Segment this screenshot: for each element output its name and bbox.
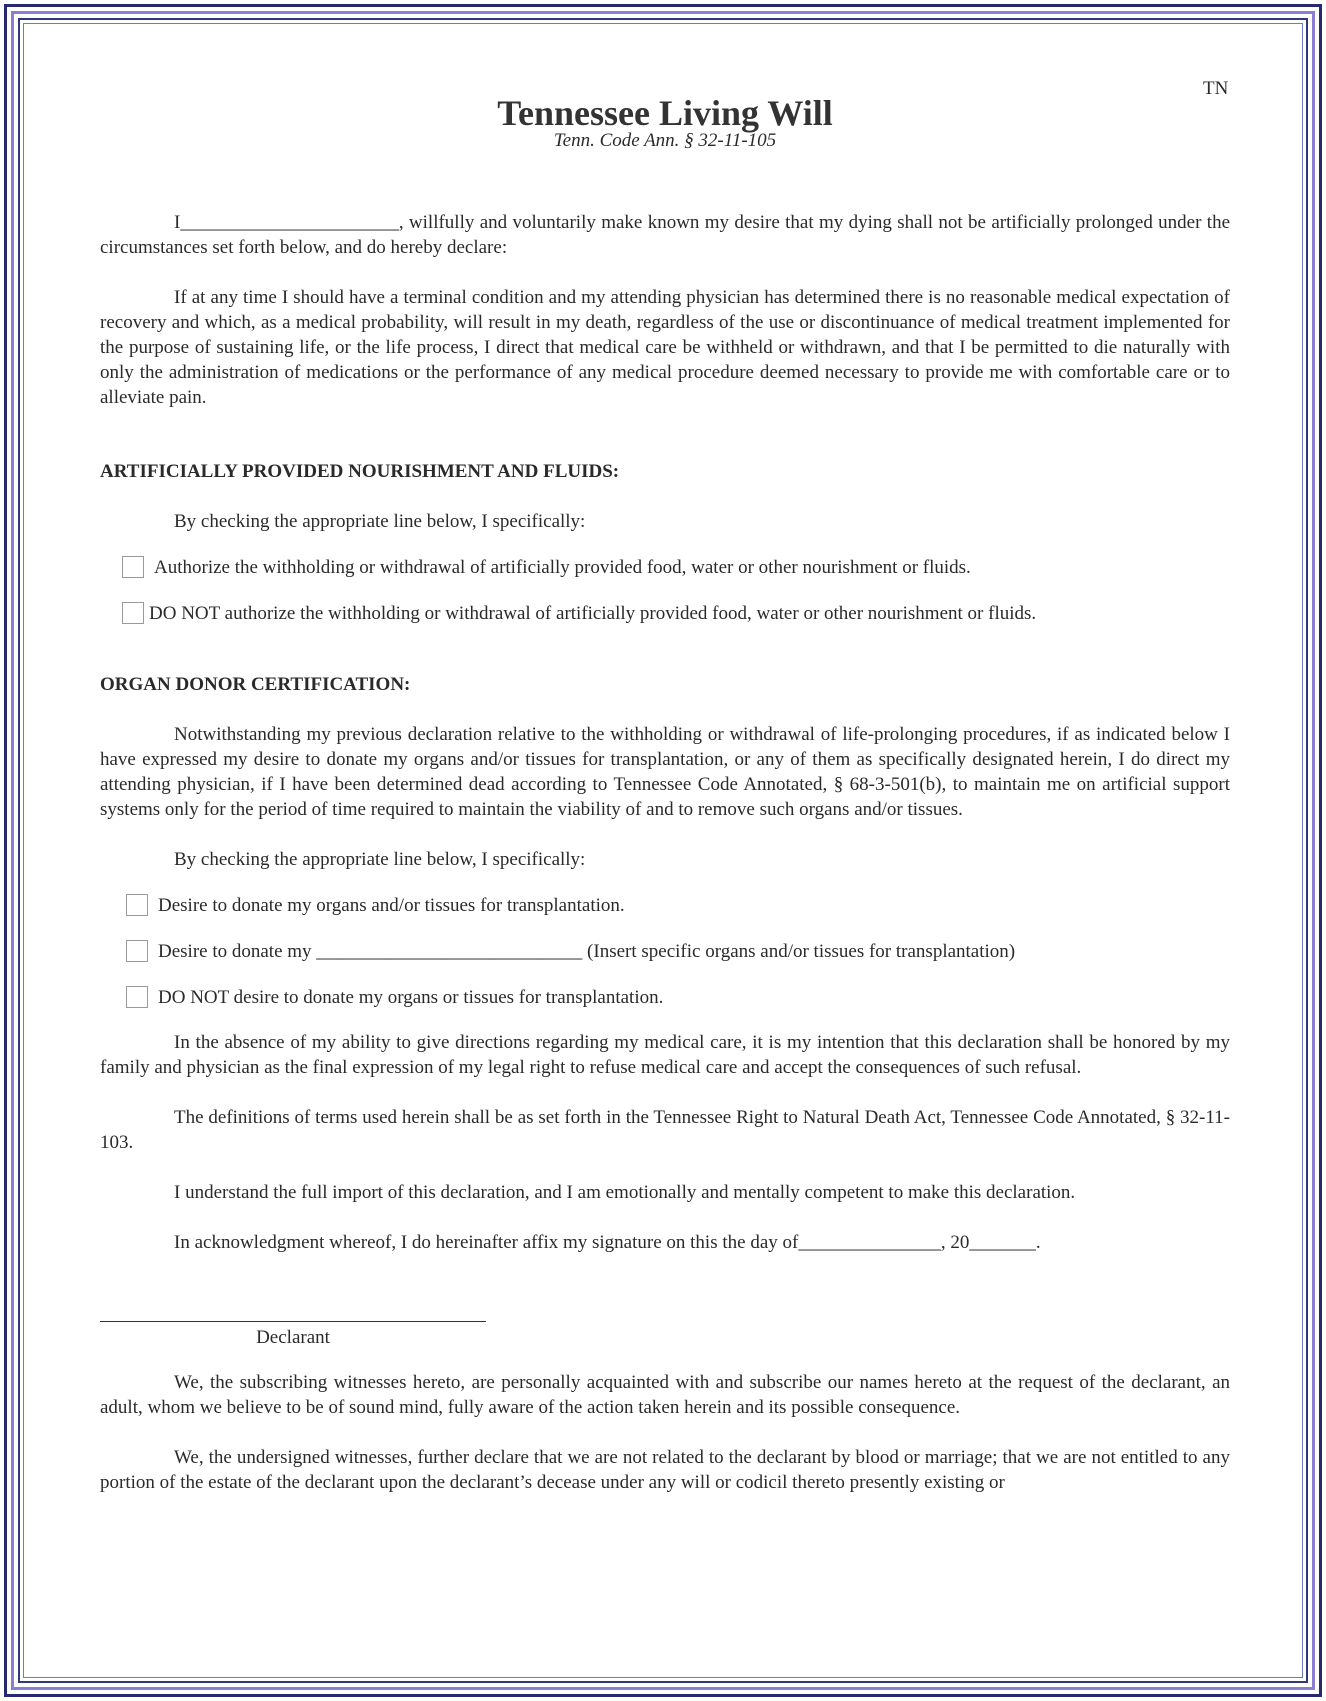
option-label: Desire to donate my organs and/or tissues for transplantation. (158, 894, 625, 916)
document-title: Tennessee Living Will (497, 93, 833, 133)
checkbox-donate-specific[interactable] (126, 940, 148, 962)
option-label: Desire to donate my ____________________________ (Insert specific organs and/or tissues for transplantation) (158, 940, 1016, 962)
checkbox-donate-all[interactable] (126, 894, 148, 916)
organ-option-donate-specific[interactable] (100, 937, 1230, 965)
nourishment-option-not-authorize[interactable] (100, 599, 1230, 627)
understanding-paragraph: I understand the full import of this declaration, and I am emotionally and mentally competent to make this declaration. (174, 1182, 1076, 1203)
definitions-paragraph: The definitions of terms used herein shall be as set forth in the Tennessee Right to Natural Death Act, Tennessee Code Annotated, § 32-11-103. (100, 1107, 1230, 1153)
organ-option-do-not-donate[interactable] (100, 983, 1230, 1011)
organ-donor-paragraph: Notwithstanding my previous declaration relative to the withholding or withdrawal of life-prolonging procedures, if as indicated below I have expressed my desire to donate my organs and/or tissues for transplantation, or any of them as specifically designated herein, I do direct my attending physician, if I have been determined dead according to Tennessee Code Annotated, § 68-3-501(b), to maintain me on artificial support systems only for the period of time required to maintain the viability of and to remove such organs and/or tissues. (100, 724, 1230, 820)
declarant-label: Declarant (256, 1327, 330, 1348)
option-label: Authorize the withholding or withdrawal of artificially provided food, water or other nourishment or fluids. (154, 556, 971, 578)
terminal-condition-paragraph: If at any time I should have a terminal condition and my attending physician has determined there is no reasonable medical expectation of recovery and which, as a medical probability, will result in my death, regardless of the use or discontinuance of medical treatment implemented for the purpose of sustaining life, or the life process, I direct that medical care be withheld or withdrawn, and that I be permitted to die naturally with only the administration of medications or the performance of any medical procedure deemed necessary to provide me with comfortable care or to alleviate pain. (100, 287, 1230, 408)
nourishment-intro: By checking the appropriate line below, I specifically: (174, 511, 586, 532)
declaration-paragraph: I_______________________, willfully and voluntarily make known my desire that my dying shall not be artificially prolonged under the circumstances set forth below, and do hereby declare: (100, 212, 1230, 258)
acknowledgment-paragraph: In acknowledgment whereof, I do hereinafter affix my signature on this the day of_______________, 20_______. (174, 1232, 1041, 1253)
nourishment-option-authorize[interactable] (100, 553, 1230, 581)
checkbox-do-not-donate[interactable] (126, 986, 148, 1008)
witness-paragraph-2: We, the undersigned witnesses, further declare that we are not related to the declarant by blood or marriage; that we are not entitled to any portion of the estate of the declarant upon the declarant’s decease under any will or codicil thereto presently existing or (100, 1447, 1230, 1493)
document-subtitle: Tenn. Code Ann. § 32-11-105 (553, 130, 777, 151)
organ-option-donate-all[interactable] (100, 891, 1230, 919)
document-page (100, 70, 1230, 1495)
checkbox-not-authorize[interactable] (122, 602, 144, 624)
organ-donor-intro: By checking the appropriate line below, I specifically: (174, 849, 586, 870)
state-code: TN (1203, 78, 1229, 99)
witness-paragraph-1: We, the subscribing witnesses hereto, are personally acquainted with and subscribe our names hereto at the request of the declarant, an adult, whom we believe to be of sound mind, fully aware of the action taken herein and its possible consequence. (100, 1372, 1230, 1418)
option-label: DO NOT authorize the withholding or withdrawal of artificially provided food, water or other nourishment or fluids. (149, 602, 1037, 624)
option-label: DO NOT desire to donate my organs or tissues for transplantation. (158, 986, 664, 1008)
checkbox-authorize[interactable] (122, 556, 144, 578)
nourishment-heading: ARTIFICIALLY PROVIDED NOURISHMENT AND FLUIDS: (100, 461, 620, 482)
organ-donor-heading: ORGAN DONOR CERTIFICATION: (100, 674, 411, 695)
absence-paragraph: In the absence of my ability to give directions regarding my medical care, it is my intention that this declaration shall be honored by my family and physician as the final expression of my legal right to refuse medical care and accept the consequences of such refusal. (100, 1032, 1230, 1078)
declarant-signature-line[interactable] (100, 1321, 486, 1322)
